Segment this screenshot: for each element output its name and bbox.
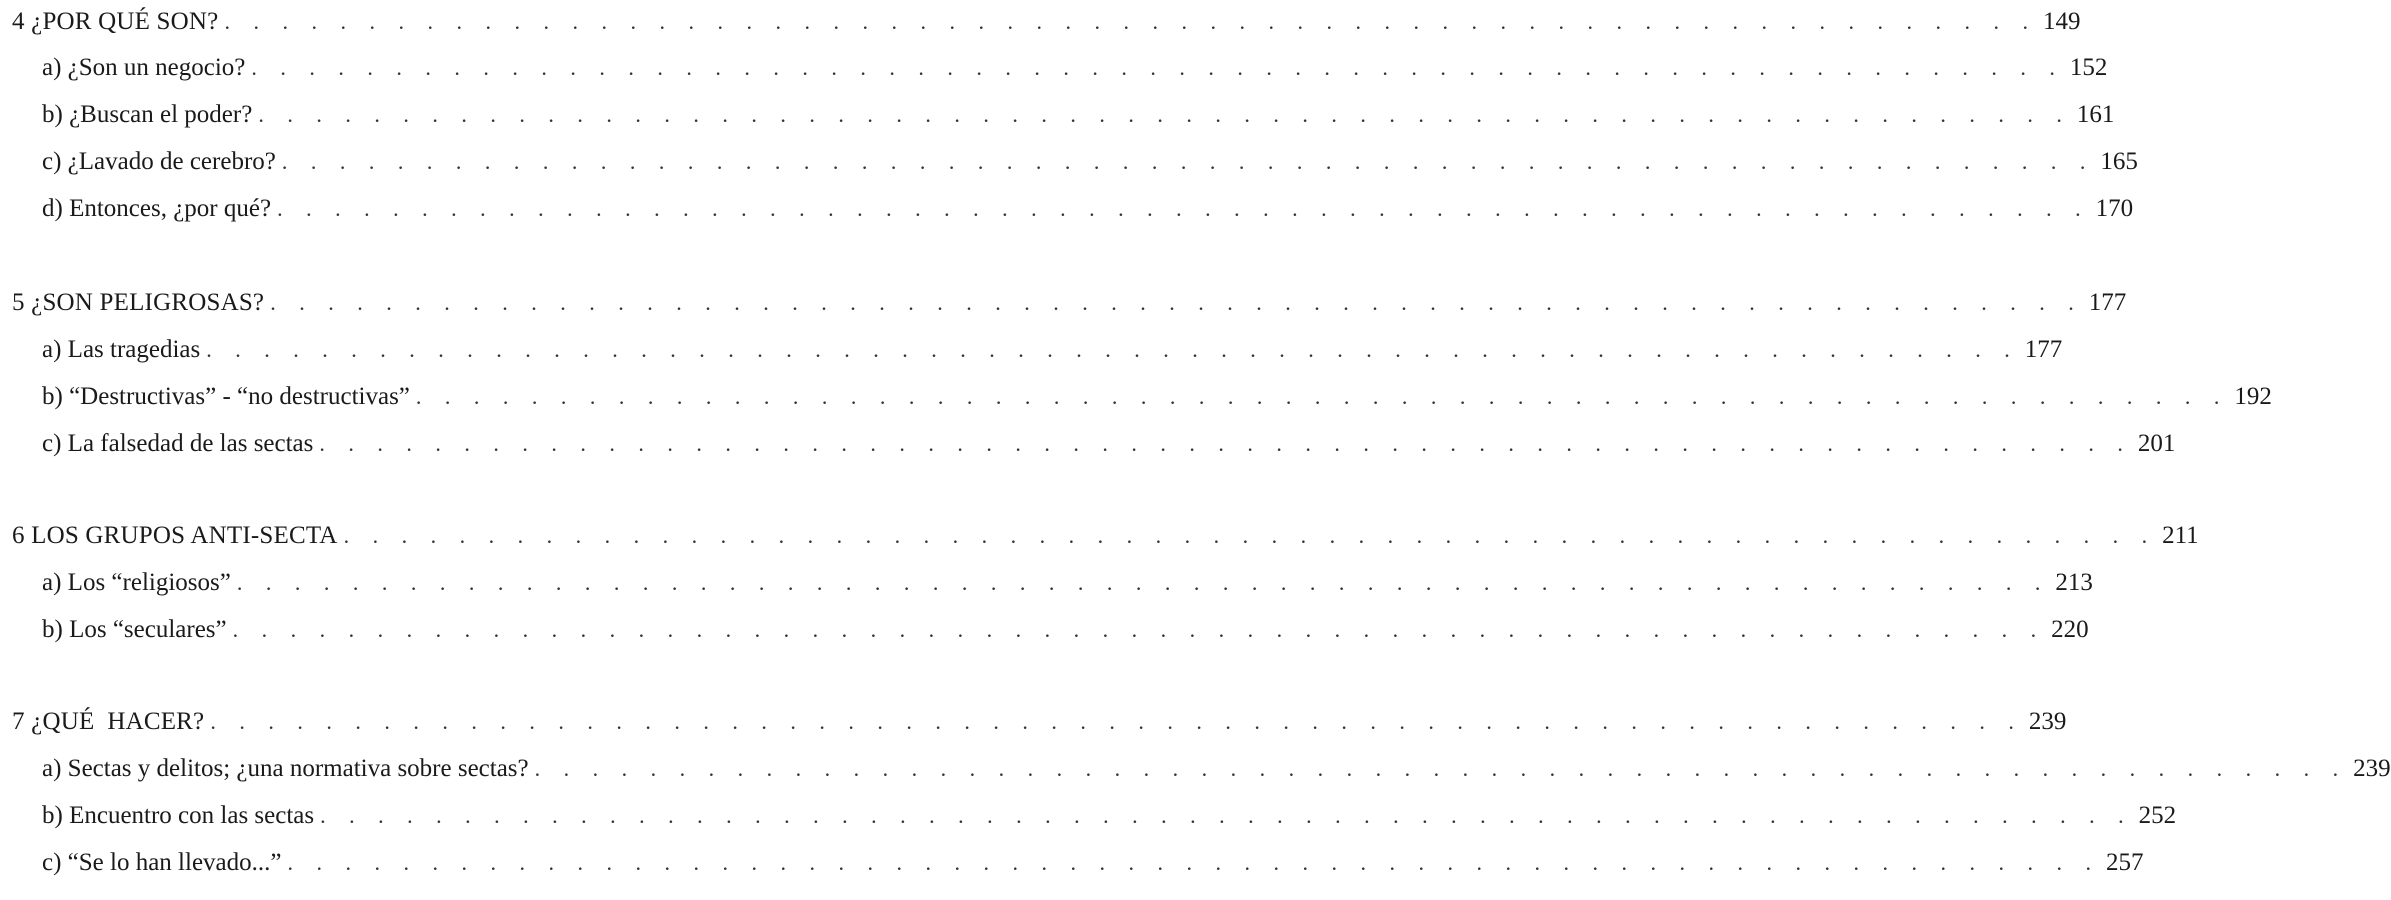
toc-chapter-4: [12, 2, 2081, 42]
dot-leader: . . . . . . . . . . . . . . . . . . . . . . . . . . . . . . . . . . . . . . . . . . . . . . . . . . . . . . . . . . . . . . .: [277, 196, 2090, 221]
toc-page-number: 149: [2042, 8, 2081, 35]
dot-leader: . . . . . . . . . . . . . . . . . . . . . . . . . . . . . . . . . . . . . . . . . . . . . . . . . . . . . . . . . . . . . . .: [343, 523, 2157, 548]
dot-leader: . . . . . . . . . . . . . . . . . . . . . . . . . . . . . . . . . . . . . . . . . . . . . . . . . . . . . . . . . . . . . . .: [236, 570, 2050, 595]
toc-page-number: 211: [2162, 522, 2199, 549]
toc-entry-title: 5 ¿SON PELIGROSAS?: [12, 289, 265, 316]
toc-section: [42, 330, 2063, 370]
toc-section: [42, 610, 2089, 650]
toc-page-number: 252: [2138, 802, 2177, 829]
dot-leader: . . . . . . . . . . . . . . . . . . . . . . . . . . . . . . . . . . . . . . . . . . . . . . . . . . . . . . . . . . . . . . .: [319, 431, 2132, 456]
dot-leader: . . . . . . . . . . . . . . . . . . . . . . . . . . . . . . . . . . . . . . . . . . . . . . . . . . . . . . . . . . . . . . .: [534, 756, 2348, 781]
dot-leader: . . . . . . . . . . . . . . . . . . . . . . . . . . . . . . . . . . . . . . . . . . . . . . . . . . . . . . . . . . . . . . .: [224, 9, 2037, 34]
dot-leader: . . . . . . . . . . . . . . . . . . . . . . . . . . . . . . . . . . . . . . . . . . . . . . . . . . . . . . . . . . . . . . .: [206, 337, 2019, 362]
toc-chapter-5: [12, 283, 2127, 323]
toc-page-number: 213: [2055, 569, 2093, 596]
toc-section: [42, 843, 2144, 883]
dot-leader: . . . . . . . . . . . . . . . . . . . . . . . . . . . . . . . . . . . . . . . . . . . . . . . . . . . . . . . . . . . . . . .: [281, 149, 2095, 174]
toc-section: [42, 563, 2093, 603]
toc-entry-title: b) ¿Buscan el poder?: [42, 101, 253, 128]
toc-entry-title: c) “Se lo han llevado...”: [42, 849, 282, 876]
toc-page-number: 192: [2234, 383, 2272, 410]
toc-section: [42, 377, 2272, 417]
toc-page-number: 152: [2069, 54, 2108, 81]
dot-leader: . . . . . . . . . . . . . . . . . . . . . . . . . . . . . . . . . . . . . . . . . . . . . . . . . . . . . . . . . . . . . . .: [251, 55, 2064, 80]
toc-section: [42, 796, 2177, 836]
toc-entry-title: b) Encuentro con las sectas: [42, 802, 315, 829]
toc-section: [42, 749, 2391, 789]
toc-chapter-6: [12, 516, 2199, 556]
toc-section: [42, 142, 2138, 182]
toc-entry-title: c) ¿Lavado de cerebro?: [42, 148, 276, 175]
dot-leader: . . . . . . . . . . . . . . . . . . . . . . . . . . . . . . . . . . . . . . . . . . . . . . . . . . . . . . . . . . . . . . .: [232, 617, 2046, 642]
toc-entry-title: c) La falsedad de las sectas: [42, 430, 314, 457]
toc-entry-title: b) “Destructivas” - “no destructivas”: [42, 383, 410, 410]
dot-leader: . . . . . . . . . . . . . . . . . . . . . . . . . . . . . . . . . . . . . . . . . . . . . . . . . . . . . . . . . . . . . . .: [415, 384, 2229, 409]
dot-leader: . . . . . . . . . . . . . . . . . . . . . . . . . . . . . . . . . . . . . . . . . . . . . . . . . . . . . . . . . . . . . . .: [258, 102, 2071, 127]
toc-page-number: 257: [2106, 849, 2144, 876]
toc-section: [42, 424, 2176, 464]
dot-leader: . . . . . . . . . . . . . . . . . . . . . . . . . . . . . . . . . . . . . . . . . . . . . . . . . . . . . . . . . . . . . . .: [210, 709, 2023, 734]
toc-entry-title: 4 ¿POR QUÉ SON?: [12, 8, 219, 35]
toc-page-number: 220: [2051, 616, 2089, 643]
toc-page-number: 165: [2100, 148, 2138, 175]
toc-section: [42, 48, 2108, 88]
toc-page-number: 170: [2095, 195, 2134, 222]
dot-leader: . . . . . . . . . . . . . . . . . . . . . . . . . . . . . . . . . . . . . . . . . . . . . . . . . . . . . . . . . . . . . . .: [270, 290, 2083, 315]
toc-entry-title: a) Sectas y delitos; ¿una normativa sobre sectas?: [42, 755, 529, 782]
toc-page-number: 239: [2028, 708, 2067, 735]
toc-entry-title: a) Los “religiosos”: [42, 569, 231, 596]
dot-leader: . . . . . . . . . . . . . . . . . . . . . . . . . . . . . . . . . . . . . . . . . . . . . . . . . . . . . . . . . . . . . . .: [287, 850, 2100, 875]
dot-leader: . . . . . . . . . . . . . . . . . . . . . . . . . . . . . . . . . . . . . . . . . . . . . . . . . . . . . . . . . . . . . . .: [320, 803, 2133, 828]
toc-page-number: 177: [2024, 336, 2063, 363]
toc-entry-title: a) Las tragedias: [42, 336, 201, 363]
toc-page-number: 161: [2076, 101, 2115, 128]
toc-page-number: 239: [2353, 755, 2391, 782]
toc-entry-title: 6 LOS GRUPOS ANTI-SECTA: [12, 522, 338, 549]
toc-page-number: 201: [2137, 430, 2176, 457]
toc-entry-title: b) Los “seculares”: [42, 616, 227, 643]
toc-section: [42, 95, 2115, 135]
toc-chapter-7: [12, 702, 2067, 742]
toc-entry-title: a) ¿Son un negocio?: [42, 54, 246, 81]
toc-entry-title: 7 ¿QUÉ HACER?: [12, 708, 205, 735]
toc-section: [42, 189, 2134, 229]
toc-page-number: 177: [2088, 289, 2127, 316]
toc-entry-title: d) Entonces, ¿por qué?: [42, 195, 272, 222]
